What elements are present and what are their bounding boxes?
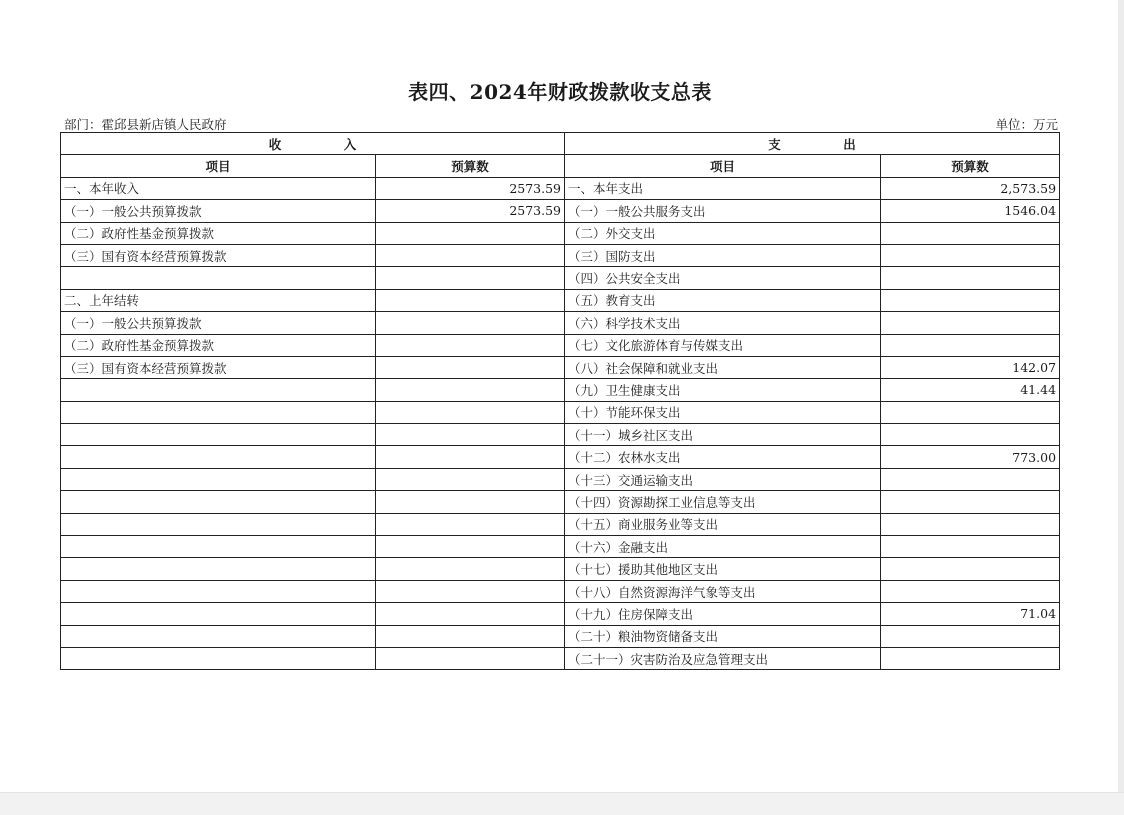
expense-item-cell: （八）社会保障和就业支出 <box>565 356 881 378</box>
expense-value-cell: 41.44 <box>881 379 1060 401</box>
income-item-cell: （三）国有资本经营预算拨款 <box>61 356 376 378</box>
income-value-cell <box>376 558 565 580</box>
expense-value-cell <box>881 267 1060 289</box>
expense-value-cell <box>881 312 1060 334</box>
table-row <box>61 491 1060 513</box>
income-value-cell <box>376 446 565 468</box>
table-row <box>61 289 1060 311</box>
department-label: 部门：霍邱县新店镇人民政府 <box>64 117 227 132</box>
expense-item-cell: （十七）援助其他地区支出 <box>565 558 881 580</box>
income-item-cell <box>61 468 376 490</box>
income-item-cell <box>61 513 376 535</box>
section-header-row <box>61 133 1060 155</box>
expense-value-cell <box>881 647 1060 669</box>
expense-item-cell: （二十一）灾害防治及应急管理支出 <box>565 647 881 669</box>
expense-item-cell: （十二）农林水支出 <box>565 446 881 468</box>
page-bottom-band <box>0 792 1124 815</box>
income-value-cell <box>376 647 565 669</box>
income-item-cell: （二）政府性基金预算拨款 <box>61 334 376 356</box>
unit-label: 单位：万元 <box>995 117 1058 132</box>
expense-value-cell <box>881 222 1060 244</box>
expense-value-cell: 142.07 <box>881 356 1060 378</box>
expense-item-cell: （五）教育支出 <box>565 289 881 311</box>
expense-item-cell: （七）文化旅游体育与传媒支出 <box>565 334 881 356</box>
budget-table <box>60 132 1060 670</box>
income-item-cell <box>61 401 376 423</box>
expense-value-cell: 1546.04 <box>881 200 1060 222</box>
expense-value-cell <box>881 401 1060 423</box>
income-item-cell <box>61 603 376 625</box>
expense-item-cell: （二十）粮油物资储备支出 <box>565 625 881 647</box>
income-value-cell <box>376 334 565 356</box>
income-value-cell <box>376 536 565 558</box>
table-row <box>61 356 1060 378</box>
table-row <box>61 334 1060 356</box>
expense-value-cell: 773.00 <box>881 446 1060 468</box>
income-item-col-header: 项目 <box>61 155 376 177</box>
expense-item-cell: （四）公共安全支出 <box>565 267 881 289</box>
income-item-cell <box>61 625 376 647</box>
expense-value-cell: 2,573.59 <box>881 177 1060 199</box>
table-row <box>61 424 1060 446</box>
income-item-cell: （一）一般公共预算拨款 <box>61 200 376 222</box>
table-row <box>61 603 1060 625</box>
expense-item-cell: （十八）自然资源海洋气象等支出 <box>565 580 881 602</box>
income-item-cell <box>61 446 376 468</box>
table-row <box>61 446 1060 468</box>
table-row <box>61 647 1060 669</box>
income-item-cell <box>61 647 376 669</box>
income-item-cell: （三）国有资本经营预算拨款 <box>61 244 376 266</box>
expense-value-cell <box>881 536 1060 558</box>
page-right-edge <box>1118 0 1124 815</box>
expense-value-cell <box>881 513 1060 535</box>
table-row <box>61 312 1060 334</box>
expense-item-col-header: 项目 <box>565 155 881 177</box>
table-row <box>61 177 1060 199</box>
table-row <box>61 513 1060 535</box>
expense-item-cell: （二）外交支出 <box>565 222 881 244</box>
column-header-row <box>61 155 1060 177</box>
income-value-cell <box>376 625 565 647</box>
expense-value-cell <box>881 289 1060 311</box>
income-item-cell: （二）政府性基金预算拨款 <box>61 222 376 244</box>
expense-item-cell: （十六）金融支出 <box>565 536 881 558</box>
income-value-cell <box>376 491 565 513</box>
income-value-cell <box>376 401 565 423</box>
budget-table-body <box>61 133 1060 670</box>
table-row <box>61 267 1060 289</box>
income-value-cell <box>376 379 565 401</box>
income-item-cell <box>61 491 376 513</box>
expense-value-cell <box>881 625 1060 647</box>
income-item-cell <box>61 536 376 558</box>
income-value-cell <box>376 267 565 289</box>
income-value-cell: 2573.59 <box>376 177 565 199</box>
expense-value-cell: 71.04 <box>881 603 1060 625</box>
income-item-cell: 二、上年结转 <box>61 289 376 311</box>
expense-item-cell: （十五）商业服务业等支出 <box>565 513 881 535</box>
table-row <box>61 625 1060 647</box>
expense-value-cell <box>881 580 1060 602</box>
income-item-cell <box>61 267 376 289</box>
income-item-cell: （一）一般公共预算拨款 <box>61 312 376 334</box>
income-item-cell <box>61 379 376 401</box>
expense-item-cell: 一、本年支出 <box>565 177 881 199</box>
expense-item-cell: （九）卫生健康支出 <box>565 379 881 401</box>
expense-item-cell: （六）科学技术支出 <box>565 312 881 334</box>
income-item-cell: 一、本年收入 <box>61 177 376 199</box>
expense-item-cell: （一）一般公共服务支出 <box>565 200 881 222</box>
expense-item-cell: （十四）资源勘探工业信息等支出 <box>565 491 881 513</box>
income-value-cell <box>376 468 565 490</box>
expense-item-cell: （十九）住房保障支出 <box>565 603 881 625</box>
income-value-cell <box>376 603 565 625</box>
income-header: 收 入 <box>61 133 565 155</box>
table-row <box>61 379 1060 401</box>
expense-item-cell: （十）节能环保支出 <box>565 401 881 423</box>
table-row <box>61 401 1060 423</box>
income-item-cell <box>61 580 376 602</box>
expense-item-cell: （十三）交通运输支出 <box>565 468 881 490</box>
table-row <box>61 222 1060 244</box>
expense-header: 支 出 <box>565 133 1060 155</box>
table-row <box>61 536 1060 558</box>
income-budget-col-header: 预算数 <box>376 155 565 177</box>
income-value-cell <box>376 513 565 535</box>
income-value-cell <box>376 424 565 446</box>
expense-value-cell <box>881 244 1060 266</box>
income-value-cell: 2573.59 <box>376 200 565 222</box>
income-value-cell <box>376 222 565 244</box>
income-value-cell <box>376 289 565 311</box>
expense-item-cell: （十一）城乡社区支出 <box>565 424 881 446</box>
expense-item-cell: （三）国防支出 <box>565 244 881 266</box>
expense-value-cell <box>881 334 1060 356</box>
expense-value-cell <box>881 468 1060 490</box>
table-row <box>61 468 1060 490</box>
expense-budget-col-header: 预算数 <box>881 155 1060 177</box>
table-row <box>61 244 1060 266</box>
income-value-cell <box>376 580 565 602</box>
page-title: 表四、2024年财政拨款收支总表 <box>408 80 712 104</box>
expense-value-cell <box>881 424 1060 446</box>
expense-value-cell <box>881 491 1060 513</box>
table-row <box>61 200 1060 222</box>
income-value-cell <box>376 312 565 334</box>
income-item-cell <box>61 424 376 446</box>
table-row <box>61 580 1060 602</box>
income-item-cell <box>61 558 376 580</box>
table-row <box>61 558 1060 580</box>
income-value-cell <box>376 244 565 266</box>
expense-value-cell <box>881 558 1060 580</box>
income-value-cell <box>376 356 565 378</box>
